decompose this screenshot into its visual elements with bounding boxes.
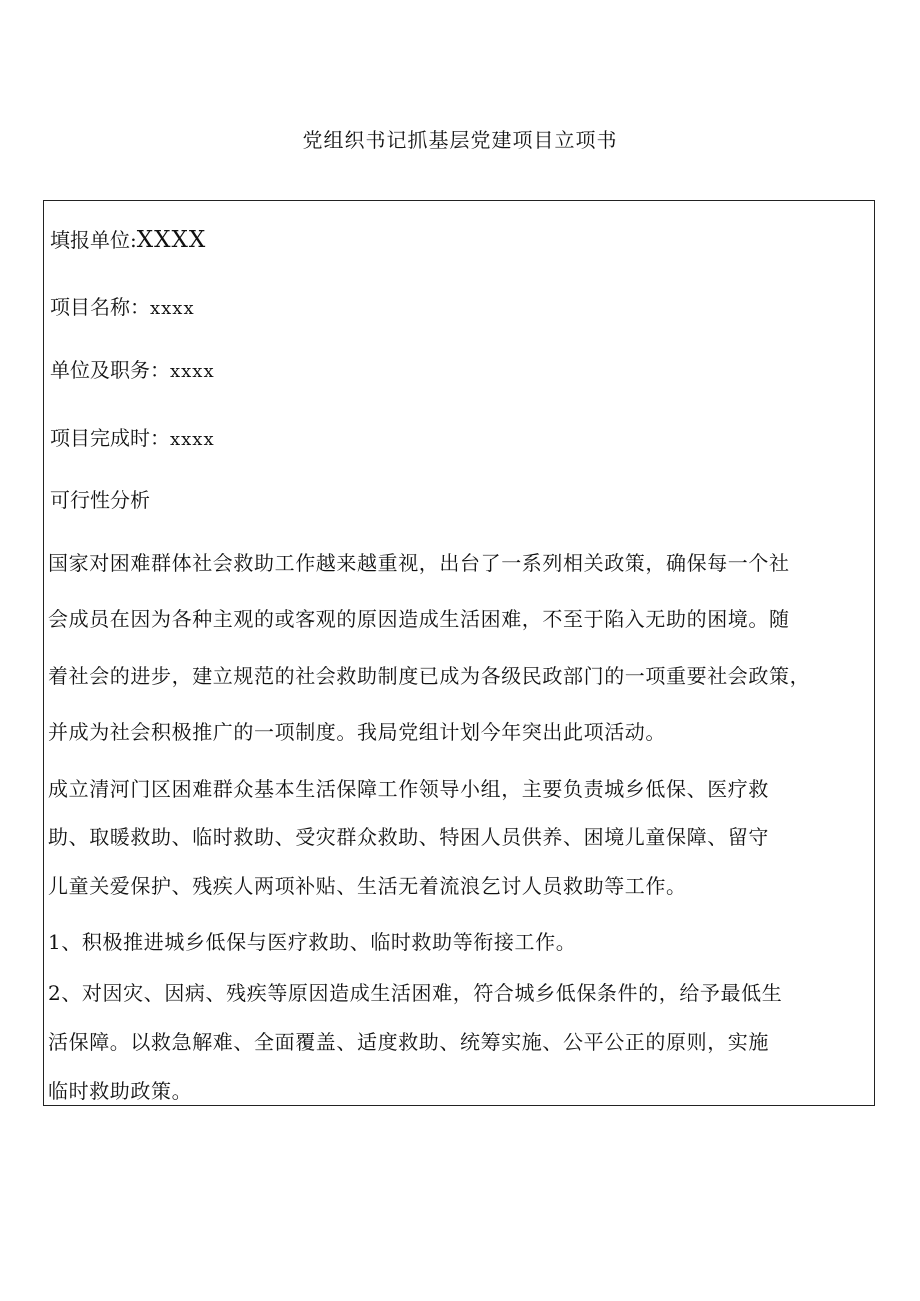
paragraph-line: 并成为社会积极推广的一项制度。我局党组计划今年突出此项活动。 <box>48 720 666 744</box>
paragraph-line: 助、取暖救助、临时救助、受灾群众救助、特困人员供养、困境儿童保障、留守 <box>48 825 769 849</box>
field-project-name <box>50 295 195 321</box>
list-item-2-line: 临时救助政策。 <box>48 1079 193 1103</box>
paragraph-line: 成立清河门区困难群众基本生活保障工作领导小组，主要负责城乡低保、医疗救 <box>48 777 769 801</box>
field-completion-time <box>50 426 215 452</box>
list-item-2-line: 活保障。以救急解难、全面覆盖、适度救助、统筹实施、公平公正的原则，实施 <box>48 1030 769 1054</box>
paragraph-line: 儿童关爱保护、残疾人两项补贴、生活无着流浪乞讨人员救助等工作。 <box>48 874 687 898</box>
list-item-2-line: 2、对因灾、因病、残疾等原因造成生活困难，符合城乡低保条件的，给予最低生 <box>48 981 783 1005</box>
paragraph-line: 国家对困难群体社会救助工作越来越重视，出台了一系列相关政策，确保每一个社 <box>48 551 790 575</box>
field-unit-position-label: 单位及职务： <box>50 358 170 382</box>
field-unit-position-value: xxxx <box>170 361 215 382</box>
field-project-name-label: 项目名称： <box>50 295 150 319</box>
project-form-box <box>43 200 875 1106</box>
field-project-name-value: xxxx <box>150 298 195 319</box>
field-unit-position <box>50 358 215 384</box>
paragraph-line: 着社会的进步，建立规范的社会救助制度已成为各级民政部门的一项重要社会政策， <box>48 664 811 688</box>
list-item-1: 1、积极推进城乡低保与医疗救助、临时救助等衔接工作。 <box>48 930 577 954</box>
paragraph-line: 会成员在因为各种主观的或客观的原因造成生活困难，不至于陷入无助的困境。随 <box>48 607 790 631</box>
field-reporting-unit-label: 填报单位: <box>50 228 137 252</box>
field-completion-time-label: 项目完成时： <box>50 426 170 450</box>
field-reporting-unit <box>50 228 206 252</box>
section-heading-feasibility: 可行性分析 <box>50 488 150 512</box>
document-title: 党组织书记抓基层党建项目立项书 <box>302 128 618 152</box>
field-completion-time-value: xxxx <box>170 429 215 450</box>
field-reporting-unit-value: XXXX <box>136 227 207 253</box>
